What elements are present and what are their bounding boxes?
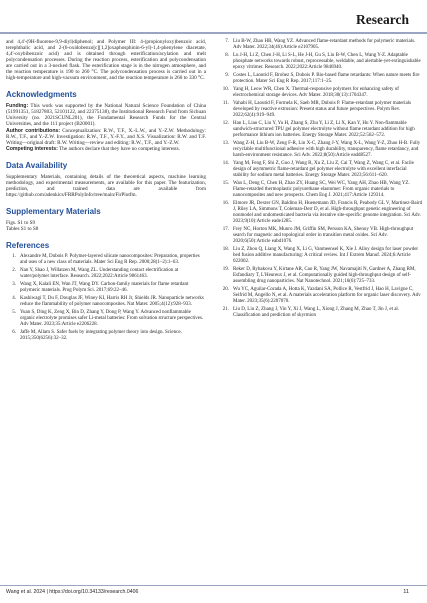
reference-item (219, 201, 423, 225)
supplementary-list (6, 220, 206, 232)
references-heading: References (6, 241, 50, 251)
funding-paragraph (6, 103, 206, 127)
reference-number: 18. (222, 247, 229, 252)
contributions-text: Conceptualization: R.W., T.F., X.-L.W., and Y.-Z.W. Methodology: R.W., T.F., and Y.-Z.W. Investigation: R.W., T.F., Y.-F.Y., and X.S. Visualization: R.W. and T.F. Writing—original draft: R.W. Writing—review and editing: R.W., T.F., and Y.-Z.W. (6, 127, 206, 146)
footer-citation[interactable]: Wang et al. 2024 | https://doi.org/10.34133/research.0406 (6, 589, 139, 595)
reference-item (6, 268, 206, 280)
funding-text: This work was supported by the National Natural Science Foundation of China (51991351, 51827803, 52101122, and 22375138), the Institutional Research Fund from Sichuan University (no. 2021SCUNL201), the Fundamental Research Funds for the Central Universities, and the 111 project (B20001). (6, 103, 206, 128)
reference-item (219, 287, 423, 305)
reference-number: 2. (12, 268, 16, 274)
reference-text: Lu J-H, Li Z, Chen J-H, Li S-L, He J-H, Gu S, Liu B-W, Chen L, Wang Y-Z. Adaptable phosphate networks towards robust, reprocessable, weldable, and alertable-yet-extinguishable epoxy vitrimer. Research. 2022;2022:Article 9846940. (233, 53, 421, 70)
reference-list-right (219, 39, 423, 319)
reference-number: 8. (225, 53, 229, 58)
data-availability-paragraph: Supplementary Materials, containing details of the theoretical aspects, machine learning methodology, and experimental measurements, are available for this paper. The featurization, prediction, and trained data are available from https://github.com/adenkics/FRRPolyInfo/tree/main/FirPlotfm. (6, 173, 206, 198)
reference-text: Yuan S, Ding K, Zeng X, Bin D, Zhang Y, Dong P, Wang Y. Advanced nonflammable organic electrolyte promises safer Li-metal batteries: From solvation structure perspectives. Adv Mater. 2023;35:Article e2206228. (20, 310, 204, 328)
reference-number: 6. (12, 330, 16, 336)
reference-item (219, 247, 423, 265)
reference-text: Yang H, Leow WR, Chen X. Thermal-responsive polymers for enhancing safety of electrochemical storage devices. Adv Mater. 2018;30(13):1704347. (233, 87, 399, 98)
reference-number: 20. (222, 287, 229, 292)
reference-number: 10. (222, 87, 229, 92)
reference-number: 7. (225, 39, 229, 44)
reference-text: Wang Z-H, Liu B-W, Zeng F-R, Lin X-C, Zhang J-Y, Wang X-L, Wang Y-Z, Zhao H-B. Fully recyclable multifunctional adhesive with high durability, transparency, flame retardancy, and harsh-environment resistance. Sci Adv. 2022;8(50):Article eadd8527. (233, 141, 421, 158)
footer-rule (0, 585, 427, 586)
reference-number: 4. (12, 296, 16, 302)
reference-item (219, 73, 423, 85)
reference-item (219, 121, 423, 139)
reference-item (219, 87, 423, 99)
right-column (219, 39, 423, 321)
supplementary-figures[interactable]: Figs. S1 to S9 (6, 219, 36, 226)
reference-item (6, 310, 206, 328)
reference-item (219, 39, 423, 51)
reference-item (6, 254, 206, 266)
reference-item (219, 181, 423, 199)
reference-number: 3. (12, 282, 16, 288)
reference-text: Alexandre M, Dubois P. Polymer-layered silicate nanocomposites: Preparation, properties and uses of a new class of materials. Mater Sci Eng R Rep. 2000;28(1–2):1–63. (20, 254, 200, 266)
reference-text: Nan Y, Shao J, Willatzen M, Wang ZL. Understanding contact electrification at water/polymer interface. Research. 2022;2022:Article 9861463. (20, 268, 179, 280)
header-rule (0, 32, 427, 34)
reference-item (6, 296, 206, 308)
page-number: 11 (403, 589, 409, 595)
reference-item (219, 101, 423, 119)
reference-text: Wan L, Deng C, Chen H, Zhao ZY, Huang SC, Wei WC, Yang AH, Zhao HB, Wang YZ. Flame-retarded thermoplastic polyurethane elastomer: From organic materials to nanocomposites and new prospects. Chem Eng J. 2021;417:Article 129314. (233, 181, 410, 198)
reference-number: 16. (222, 201, 229, 206)
reference-text: Wu YC, Aguilar-Corada A, Hotta K, Yazdani SA, Pollice R, Vestfrid J, Hao H, Lavigne C, Seifrid M, Angello N, et al. A materials acceleration platform for organic laser discovery. Adv Mater. 2023;35(6):2207070. (233, 287, 421, 304)
data-availability-heading: Data Availability (6, 160, 68, 170)
reference-number: 11. (222, 101, 229, 106)
reference-text: Elmore JR, Dexter GN, Baldino H, Huenemann JD, Francis R, Peabody GL V, Martinez-Baird J, Riley LA, Simmons T, Coleman-Derr D, et al. High-throughput genetic engineering of nonmodel and undomesticated bacteria via iterative site-specific genome integration. Sci Adv. 2023;9(10):Article eade1285. (233, 201, 423, 224)
reference-list-left (6, 254, 206, 342)
reference-text: Vahabi H, Laoutid F, Formela K, Saeb MR, Dubois P. Flame-retardant polymer materials developed by reactive extrusion: Present status and future perspectives. Polym Rev. 2022;62(4):919–949. (233, 101, 412, 118)
reference-item (219, 307, 423, 319)
reference-text: Liu B-W, Zhao HB, Wang YZ. Advanced flame-retardant methods for polymeric materials. Adv Mater. 2022;34(46):Article e2107905. (233, 39, 416, 50)
reference-text: Yang M, Feng F, Shi Z, Guo J, Wang R, Xu Z, Liu Z, Cai T, Wang Z, Wang C, et al. Facile design of asymmetric flame-retardant gel polymer electrolyte with excellent interfacial stability for sodium metal batteries. Energy Storage Mater. 2023;56:611–620. (233, 161, 414, 178)
reference-text: Reker D, Rybakova Y, Kirtane AR, Cao R, Yang JW, Navamajiti N, Gardner A, Zhang RM, Esfandiary T, L'Heureux J, et al. Computationally guided high-throughput design of self-assembling drug nanoparticles. Nat Nanotechnol. 2021;16(6):725–733. (233, 267, 416, 284)
reference-item (219, 267, 423, 285)
reference-number: 15. (222, 181, 229, 186)
funding-label: Funding: (6, 103, 29, 110)
reference-text: Kashiwagi T, Du F, Douglas JF, Winey KI, Harris RH Jr, Shields JR. Nanoparticle networks reduce the flammability of polymer nanocomposites. Nat Mater. 2005;4(12):928–933. (20, 296, 204, 308)
reference-item (6, 282, 206, 294)
reference-text: Costes L, Laoutid F, Brohez S, Dubois P. Bio-based flame retardants: When nature meets fire protection. Mater Sci Eng R Rep. 2017;117:1–25. (233, 73, 420, 84)
reference-text: Jaffe M, Allam S. Safer fuels by integrating polymer theory into design. Science. 2015;350(6256):32–32. (20, 330, 182, 342)
reference-number: 21. (222, 307, 229, 312)
reference-item (219, 227, 423, 245)
competing-interests-paragraph (6, 146, 206, 152)
reference-item (219, 161, 423, 179)
reference-number: 14. (222, 161, 229, 166)
reference-number: 12. (222, 121, 229, 126)
reference-text: Han L, Liao C, Liu Y, Yu H, Zhang S, Zhu Y, Li Z, Li X, Kan Y, Hu Y. Non-flammable sandwich-structured TPU gel polymer electrolyte without flame retardant addition for high performance lithium ion batteries. Energy Storage Mater. 2022;52:562–572. (233, 121, 415, 138)
reference-number: 1. (12, 254, 16, 260)
reference-number: 13. (222, 141, 229, 146)
reference-item (219, 53, 423, 71)
reference-number: 19. (222, 267, 229, 272)
journal-name: Research (356, 12, 409, 27)
reference-item (219, 141, 423, 159)
supplementary-tables[interactable]: Tables S1 to S8 (6, 226, 39, 233)
left-column (6, 39, 206, 344)
contributions-paragraph (6, 128, 206, 146)
reference-text: Frey NC, Horton MK, Munro JM, Griffin SM, Persson KA, Shenoy VB. High-throughput search for magnetic and topological order in transition metal oxides. Sci Adv. 2020;6(50):Article eabd1076. (233, 227, 414, 244)
reference-text: Wang X, Kalali EN, Wan JT, Wang DY. Carbon-family materials for flame retardant polymeric materials. Prog Polym Sci. 2017;69:22–46. (20, 282, 189, 294)
reference-number: 5. (12, 310, 16, 316)
methods-paragraph: and 4,4'-(9H-fluorene-9,9-diyl)diphenol; and Polymer III: 4-(propionyloxy)benzoic acid, terephthalic acid, and 2-(6-oxidobenzo[c][1,2]oxaphosphinin-6-yl)-1,4-phenylene diacetate, 4,4'-oxybibenzoic acid) and is obtained through esterification/acylation and melt polycondensation processes. During the reaction process, esterification and polycondensation are carried out in a 3-necked flask. The esterification stage is in the nitrogen atmosphere, and the reaction temperature is 190 to 260 °C. The polycondensation process is carried out in a high-temperature and high-vacuum environment, and the reaction temperature is 260 to 330 °C. (6, 39, 206, 82)
reference-number: 17. (222, 227, 229, 232)
reference-number: 9. (225, 73, 229, 78)
reference-item (6, 330, 206, 342)
acknowledgments-heading: Acknowledgments (6, 90, 77, 100)
supplementary-heading: Supplementary Materials (6, 206, 101, 216)
reference-text: Liu D, Liu Z, Zhang J, Yin Y, Xi J, Wang L, Xiong J, Zhang M, Zhao T, Jin J, et al. Classification and prediction of skyrmion (233, 307, 400, 318)
reference-text: Liu Z, Zhou Q, Liang X, Wang X, Li G, Vanmeensel K, Xie J. Alloy design for laser powder bed fusion additive manufacturing: A critical review. Int J Extrem Manuf. 2024;6:Article 022002. (233, 247, 419, 264)
competing-interests-text: The authors declare that they have no competing interests. (57, 145, 180, 152)
contributions-label: Author contributions: (6, 127, 61, 134)
competing-interests-label: Competing interests: (6, 145, 58, 152)
